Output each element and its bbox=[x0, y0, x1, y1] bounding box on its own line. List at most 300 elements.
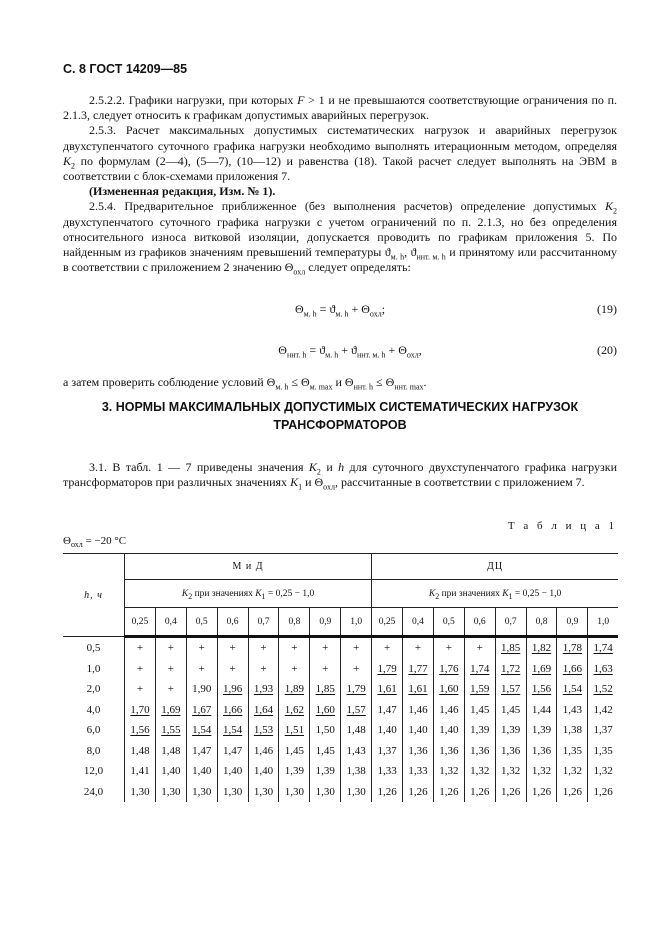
text: = 0,25 − 1,0 bbox=[512, 588, 562, 599]
subscript: охл bbox=[293, 267, 306, 277]
table-cell bbox=[495, 741, 526, 762]
table-cell bbox=[433, 741, 464, 762]
k2-value: 1,67 bbox=[192, 703, 212, 716]
k2-value: 1,26 bbox=[470, 785, 490, 798]
k2-value: 1,30 bbox=[315, 785, 335, 798]
table-cell bbox=[341, 761, 372, 782]
k2-subheader bbox=[125, 580, 372, 608]
paragraph bbox=[63, 460, 617, 490]
table-cell bbox=[526, 659, 557, 680]
text: и bbox=[332, 375, 345, 389]
k2-value: 1,26 bbox=[377, 785, 397, 798]
k2-value: 1,55 bbox=[161, 724, 181, 737]
k2-value: 1,40 bbox=[408, 724, 428, 737]
table-cell bbox=[248, 720, 279, 741]
k2-value: 1,38 bbox=[346, 765, 366, 778]
table-cell bbox=[217, 782, 248, 803]
table-row bbox=[63, 679, 618, 700]
table-cell bbox=[588, 761, 618, 782]
k2-value: 1,36 bbox=[470, 744, 490, 757]
table-cell bbox=[557, 782, 588, 803]
k2-value: 1,69 bbox=[161, 703, 181, 716]
table-cell bbox=[588, 782, 618, 803]
table-cell bbox=[526, 741, 557, 762]
table-cell bbox=[495, 782, 526, 803]
k2-value: + bbox=[136, 683, 144, 696]
table-cell bbox=[526, 761, 557, 782]
heading-line: ТРАНСФОРМАТОРОВ bbox=[273, 418, 407, 432]
subscript: ннт. м. h bbox=[356, 350, 386, 360]
k2-value: 1,60 bbox=[439, 683, 459, 696]
table-cell bbox=[186, 720, 217, 741]
k2-value: + bbox=[383, 642, 391, 655]
table-cell bbox=[341, 637, 372, 659]
value: = −20 °С bbox=[82, 535, 127, 547]
symbol: ϑ bbox=[350, 343, 357, 357]
subscript: м. max bbox=[309, 382, 333, 392]
k2-value: 1,39 bbox=[531, 724, 552, 737]
symbol: Θ bbox=[284, 260, 294, 275]
row-h-value: 24,0 bbox=[83, 785, 104, 798]
k2-value: + bbox=[414, 642, 422, 655]
table-cell bbox=[155, 679, 186, 700]
table-body bbox=[63, 637, 618, 803]
table-row bbox=[63, 782, 618, 803]
k2-value: + bbox=[353, 642, 360, 655]
table-cell bbox=[526, 637, 557, 659]
subscript: 2 bbox=[613, 206, 617, 216]
text: , bbox=[404, 245, 411, 260]
k2-value: 1,47 bbox=[192, 744, 212, 757]
text: и bbox=[320, 460, 339, 474]
table-cell bbox=[341, 741, 372, 762]
table-cell bbox=[310, 720, 341, 741]
table-cell bbox=[588, 720, 618, 741]
table-cell bbox=[125, 679, 156, 700]
subscript: 1 bbox=[508, 591, 513, 601]
k1-column-header: 0,5 bbox=[186, 608, 217, 637]
k1-column-header: 0,25 bbox=[125, 608, 156, 637]
punct: , bbox=[418, 343, 422, 357]
table-cell bbox=[125, 761, 156, 782]
symbol: Θ bbox=[294, 302, 304, 316]
table-cell bbox=[372, 761, 403, 782]
table-cell bbox=[155, 637, 186, 659]
table-cell bbox=[248, 741, 279, 762]
k2-value: 1,40 bbox=[161, 765, 181, 778]
k2-value: 1,30 bbox=[284, 785, 305, 798]
table-cell bbox=[588, 637, 618, 659]
subscript: охл bbox=[369, 309, 382, 319]
k1-column-header: 0,8 bbox=[526, 608, 557, 637]
table-cell bbox=[310, 700, 341, 721]
k2-value: 1,96 bbox=[222, 683, 243, 696]
table-cell bbox=[186, 741, 217, 762]
table-cell bbox=[217, 637, 248, 659]
k2-value: 1,26 bbox=[593, 785, 613, 798]
symbol: Θ bbox=[63, 535, 71, 547]
k2-value: 1,56 bbox=[531, 683, 552, 696]
row-h-value: 12,0 bbox=[83, 765, 104, 778]
operator: + bbox=[338, 343, 351, 357]
table-cell bbox=[155, 782, 186, 803]
symbol: Θ bbox=[314, 475, 324, 490]
k2-value: + bbox=[260, 662, 267, 675]
table-cell bbox=[217, 720, 248, 741]
k2-value: 1,79 bbox=[346, 683, 366, 696]
k2-value: 1,32 bbox=[470, 765, 490, 778]
table-cell bbox=[403, 761, 434, 782]
k2-value: 1,36 bbox=[439, 744, 459, 757]
page-header: С. 8 ГОСТ 14209—85 bbox=[63, 62, 188, 76]
table-cell bbox=[557, 659, 588, 680]
k2-value: 1,59 bbox=[470, 683, 490, 696]
paragraph-2-5-2-2 bbox=[63, 93, 617, 123]
k2-value: 1,37 bbox=[593, 724, 613, 737]
table-cell bbox=[341, 720, 372, 741]
row-h-value: 4,0 bbox=[86, 703, 101, 716]
table-cell bbox=[464, 637, 495, 659]
subscript: 1 bbox=[298, 482, 303, 492]
table-cell bbox=[403, 637, 434, 659]
k2-value: 1,32 bbox=[562, 765, 583, 778]
table-cell bbox=[186, 700, 217, 721]
table-cell bbox=[433, 782, 464, 803]
table-cell bbox=[310, 679, 341, 700]
table-cell bbox=[155, 761, 186, 782]
symbol: Θ bbox=[300, 375, 310, 389]
k2-value: 1,26 bbox=[531, 785, 552, 798]
k2-value: 1,47 bbox=[222, 744, 243, 757]
table-cell bbox=[279, 679, 310, 700]
k1-column-header: 0,5 bbox=[433, 608, 464, 637]
k2-value: 1,45 bbox=[501, 703, 521, 716]
k2-value: 1,82 bbox=[531, 642, 552, 655]
k2-value: 1,26 bbox=[562, 785, 583, 798]
text: 2.5.4. Предварительное приближенное (без выполнения расчетов) определение допустимых bbox=[89, 199, 605, 214]
table-cell bbox=[279, 700, 310, 721]
table-cell bbox=[125, 659, 156, 680]
k2-value: 1,51 bbox=[284, 724, 305, 737]
k2-value: 1,40 bbox=[253, 765, 274, 778]
k2-value: 1,66 bbox=[562, 662, 583, 675]
table-cell bbox=[588, 659, 618, 680]
paragraph-2-5-3 bbox=[63, 123, 617, 184]
k2-value: 1,72 bbox=[501, 662, 521, 675]
k1-column-header: 1,0 bbox=[341, 608, 372, 637]
k2-value: + bbox=[291, 642, 298, 655]
k2-value: 1,26 bbox=[501, 785, 521, 798]
table-cell bbox=[217, 761, 248, 782]
table-cell bbox=[372, 679, 403, 700]
k1-column-header: 0,25 bbox=[372, 608, 403, 637]
table-cell bbox=[125, 741, 156, 762]
table-cell bbox=[403, 700, 434, 721]
table-cell bbox=[557, 637, 588, 659]
table-cell bbox=[186, 637, 217, 659]
k2-value: 1,33 bbox=[377, 765, 397, 778]
k2-value: 1,57 bbox=[346, 703, 366, 716]
k2-value: 1,36 bbox=[531, 744, 552, 757]
k2-value: 1,43 bbox=[562, 703, 583, 716]
text: двухступенчатого суточного графика нагрузки с учетом ограничений по п. 2.1.3, но без определения относительного износа витковой изоляции, допускается проводить по графикам приложения 5. По найденным из графиков значениям превышений температуры bbox=[63, 214, 617, 260]
text: при значениях bbox=[192, 588, 256, 599]
table-cell bbox=[279, 659, 310, 680]
table-cell bbox=[495, 659, 526, 680]
load-table bbox=[63, 553, 618, 802]
k2-value: 1,47 bbox=[377, 703, 397, 716]
k2-value: + bbox=[476, 642, 483, 655]
table-cell bbox=[217, 679, 248, 700]
k2-value: 1,61 bbox=[377, 683, 397, 696]
k2-value: 1,85 bbox=[501, 642, 521, 655]
k2-value: 1,46 bbox=[408, 703, 428, 716]
k2-value: 1,69 bbox=[531, 662, 552, 675]
k2-value: + bbox=[136, 642, 144, 655]
symbol: K bbox=[308, 460, 317, 474]
k2-value: 1,56 bbox=[130, 724, 150, 737]
table-cell bbox=[186, 761, 217, 782]
k2-value: 1,39 bbox=[470, 724, 490, 737]
k2-value: 1,30 bbox=[222, 785, 243, 798]
table-cell bbox=[217, 659, 248, 680]
table-cell bbox=[464, 659, 495, 680]
k2-value: 1,74 bbox=[593, 642, 613, 655]
k2-value: 1,42 bbox=[593, 703, 613, 716]
h-column-header bbox=[63, 554, 125, 637]
k2-value: 1,52 bbox=[593, 683, 613, 696]
k2-value: + bbox=[167, 642, 174, 655]
k2-value: 1,26 bbox=[408, 785, 428, 798]
table-cell bbox=[403, 782, 434, 803]
k2-value: 1,36 bbox=[501, 744, 521, 757]
k1-column-header: 0,9 bbox=[557, 608, 588, 637]
operator: ≤ bbox=[288, 375, 301, 389]
table-cell bbox=[248, 700, 279, 721]
symbol: Θ bbox=[361, 302, 370, 316]
subscript: 1 bbox=[261, 591, 266, 601]
k2-value: 1,30 bbox=[253, 785, 274, 798]
table-cell bbox=[217, 741, 248, 762]
table-cell bbox=[372, 700, 403, 721]
table-cell bbox=[526, 782, 557, 803]
symbol: K bbox=[428, 588, 436, 599]
k2-value: + bbox=[167, 662, 174, 675]
text: для суточного двухступенчатого графика нагрузки трансформаторов при различных значениях bbox=[63, 460, 617, 490]
group-header-mid: М и Д bbox=[125, 554, 372, 580]
table-row bbox=[63, 637, 618, 659]
equation-body bbox=[63, 302, 617, 317]
operator: = bbox=[316, 302, 330, 316]
k2-value: 1,40 bbox=[192, 765, 212, 778]
table-cell bbox=[464, 741, 495, 762]
table-cell bbox=[310, 782, 341, 803]
k1-column-header: 0,4 bbox=[155, 608, 186, 637]
table-cell bbox=[341, 700, 372, 721]
table-cell bbox=[155, 700, 186, 721]
k2-subheader bbox=[372, 580, 618, 608]
k2-value: + bbox=[136, 662, 144, 675]
table-cell bbox=[248, 782, 279, 803]
table-cell bbox=[403, 679, 434, 700]
k2-value: 1,30 bbox=[130, 785, 150, 798]
subscript: охл bbox=[70, 540, 83, 550]
text: 2.5.2.2. Графики нагрузки, при которых bbox=[89, 93, 298, 107]
subscript: 2 bbox=[316, 467, 321, 477]
subscript: охл bbox=[406, 350, 419, 360]
k2-value: 1,57 bbox=[501, 683, 521, 696]
paragraph-2-5-4 bbox=[63, 199, 617, 275]
symbol: h bbox=[338, 460, 345, 474]
table-cell bbox=[526, 700, 557, 721]
k2-value: 1,78 bbox=[562, 642, 583, 655]
k2-value: + bbox=[322, 642, 329, 655]
k2-value: 1,40 bbox=[439, 724, 459, 737]
section-heading bbox=[63, 398, 617, 434]
table-cell bbox=[279, 782, 310, 803]
table-cell bbox=[557, 741, 588, 762]
subscript: 2 bbox=[188, 591, 193, 601]
label: h, ч bbox=[84, 589, 103, 601]
row-h-value: 1,0 bbox=[86, 662, 101, 675]
table-row bbox=[63, 741, 618, 762]
text: и принятому или рассчитанному в соответствии с приложением 2 значению bbox=[63, 245, 618, 275]
operator: + bbox=[385, 343, 399, 357]
table-cell bbox=[495, 637, 526, 659]
table-cell bbox=[495, 700, 526, 721]
k2-value: + bbox=[260, 642, 267, 655]
k2-value: 1,48 bbox=[161, 744, 181, 757]
table-cell bbox=[279, 720, 310, 741]
table-cell bbox=[372, 720, 403, 741]
k2-value: 1,64 bbox=[253, 703, 274, 716]
table-cell bbox=[464, 782, 495, 803]
k1-column-header: 0,6 bbox=[464, 608, 495, 637]
k2-value: 1,39 bbox=[501, 724, 521, 737]
k2-value: 1,30 bbox=[161, 785, 181, 798]
table-cell bbox=[279, 741, 310, 762]
k2-value: 1,50 bbox=[315, 724, 335, 737]
table-cell bbox=[310, 761, 341, 782]
body-text bbox=[63, 93, 617, 275]
text: 3.1. В табл. 1 — 7 приведены значения bbox=[89, 460, 309, 474]
table-cell bbox=[248, 679, 279, 700]
k2-value: 1,45 bbox=[284, 744, 305, 757]
table-cell bbox=[186, 782, 217, 803]
k2-value: + bbox=[167, 683, 174, 696]
k2-value: 1,89 bbox=[284, 683, 305, 696]
symbol: Θ bbox=[385, 375, 395, 389]
row-h-value: 8,0 bbox=[86, 744, 101, 757]
text: следует определять: bbox=[305, 260, 411, 275]
k2-value: + bbox=[322, 662, 329, 675]
k1-header-row bbox=[63, 608, 618, 637]
k2-value: 1,61 bbox=[408, 683, 428, 696]
equation-body bbox=[63, 343, 617, 358]
k2-value: 1,63 bbox=[593, 662, 613, 675]
row-h-value: 0,5 bbox=[86, 641, 101, 654]
table-cell bbox=[557, 679, 588, 700]
subscript: охл bbox=[323, 482, 335, 492]
row-h-value: 6,0 bbox=[86, 724, 101, 737]
k2-value: + bbox=[445, 642, 452, 655]
symbol: Θ bbox=[266, 375, 276, 389]
symbol: K bbox=[290, 475, 299, 490]
symbol: K bbox=[502, 588, 509, 599]
text: 2.5.3. Расчет максимальных допустимых систематических нагрузок и аварийных перегрузок двухступенчатого суточного графика нагрузки необходимо выполнять итерационным методом, определяя bbox=[63, 123, 617, 153]
table-cell bbox=[186, 679, 217, 700]
text: > 1 и не превышаются соответствующие ограничения по п. 2.1.3, следует относить к графикам допустимых аварийных перегрузок. bbox=[63, 93, 618, 123]
k2-value: 1,79 bbox=[377, 662, 397, 675]
symbol: K bbox=[63, 153, 72, 168]
subscript: ннт. h bbox=[353, 382, 374, 392]
k2-value: 1,90 bbox=[192, 683, 212, 696]
table-cell bbox=[125, 700, 156, 721]
subscript: ннт. h bbox=[286, 350, 307, 360]
k2-value: 1,62 bbox=[284, 703, 305, 716]
subscript: м. h bbox=[303, 309, 317, 319]
amendment-note: (Измененная редакция, Изм. № 1). bbox=[89, 184, 276, 199]
text: = 0,25 − 1,0 bbox=[265, 588, 315, 599]
k2-value: 1,60 bbox=[315, 703, 335, 716]
table-cell bbox=[125, 637, 156, 659]
equation-number: (19) bbox=[597, 302, 617, 316]
table-cell bbox=[588, 741, 618, 762]
table-cell bbox=[433, 679, 464, 700]
subscript: м. h bbox=[325, 350, 339, 360]
operator: = bbox=[306, 343, 320, 357]
k1-column-header: 0,7 bbox=[495, 608, 526, 637]
subscript: ннт. max bbox=[394, 382, 424, 392]
k2-value: 1,41 bbox=[130, 765, 150, 778]
k2-value: 1,48 bbox=[346, 724, 366, 737]
k2-value: 1,46 bbox=[439, 703, 459, 716]
k2-value: 1,53 bbox=[253, 724, 274, 737]
heading-line: 3. НОРМЫ МАКСИМАЛЬНЫХ ДОПУСТИМЫХ СИСТЕМАТИЧЕСКИХ НАГРУЗОК bbox=[101, 400, 579, 414]
table-cell bbox=[125, 782, 156, 803]
table-row bbox=[63, 720, 618, 741]
k2-value: 1,32 bbox=[439, 765, 459, 778]
symbol: ϑ bbox=[329, 302, 336, 316]
k2-value: 1,35 bbox=[562, 744, 583, 757]
table-cell bbox=[433, 761, 464, 782]
row-h-value: 2,0 bbox=[86, 683, 101, 696]
subscript: 2 bbox=[435, 591, 440, 601]
table-cell bbox=[248, 637, 279, 659]
k2-value: 1,45 bbox=[470, 703, 490, 716]
table-cell bbox=[310, 741, 341, 762]
k2-value: + bbox=[229, 662, 236, 675]
table-row bbox=[63, 659, 618, 680]
k2-value: 1,40 bbox=[377, 724, 397, 737]
table-cell bbox=[155, 720, 186, 741]
table-cell bbox=[341, 679, 372, 700]
table-cell bbox=[464, 679, 495, 700]
k2-value: + bbox=[198, 642, 205, 655]
k1-column-header: 0,4 bbox=[403, 608, 434, 637]
table-cell bbox=[526, 679, 557, 700]
k2-value: 1,54 bbox=[562, 683, 583, 696]
k2-value: 1,40 bbox=[222, 765, 243, 778]
table-cell bbox=[433, 659, 464, 680]
table-cell bbox=[372, 782, 403, 803]
table-cell bbox=[403, 741, 434, 762]
table-cell bbox=[588, 679, 618, 700]
text: и bbox=[302, 475, 315, 490]
table-cell bbox=[495, 761, 526, 782]
k2-value: 1,32 bbox=[593, 765, 613, 778]
k2-value: 1,39 bbox=[284, 765, 305, 778]
